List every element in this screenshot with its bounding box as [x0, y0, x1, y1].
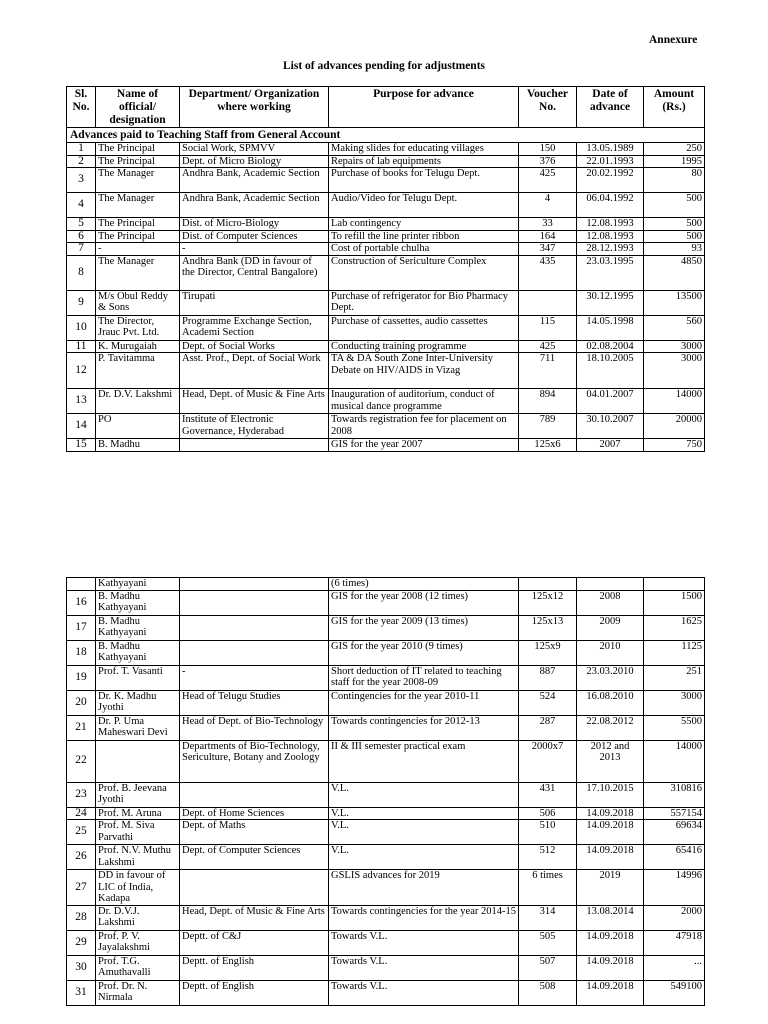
cell-amount: 3000 [644, 690, 705, 715]
cell-department: Deptt. of English [180, 955, 329, 980]
table-row [67, 168, 705, 193]
cell-date: 23.03.2010 [577, 665, 644, 690]
cell-department: Institute of Electronic Governance, Hyderabad [180, 414, 329, 439]
cell-date: 2009 [577, 615, 644, 640]
cell-voucher: 125x13 [519, 615, 577, 640]
cell-voucher [519, 290, 577, 315]
cell-amount: 14000 [644, 389, 705, 414]
cell-sl: 12 [67, 353, 96, 389]
cell-sl: 11 [67, 340, 96, 353]
cell-department: - [180, 665, 329, 690]
header-sl-no: Sl. No. [67, 87, 96, 128]
cell-voucher: 506 [519, 807, 577, 820]
cell-amount: 549100 [644, 980, 705, 1005]
cell-name: B. Madhu [96, 439, 180, 452]
cell-date: 2007 [577, 439, 644, 452]
cell-department: Deptt. of English [180, 980, 329, 1005]
cell-department [180, 640, 329, 665]
table-row [67, 782, 705, 807]
cell-date: 17.10.2015 [577, 782, 644, 807]
cell-department: Tirupati [180, 290, 329, 315]
cell-sl: 30 [67, 955, 96, 980]
cell-amount: 20000 [644, 414, 705, 439]
cell-amount: 500 [644, 218, 705, 231]
cell-sl: 5 [67, 218, 96, 231]
cell-voucher: 314 [519, 905, 577, 930]
header-voucher: Voucher No. [519, 87, 577, 128]
cell-amount: 560 [644, 315, 705, 340]
cell-voucher: 425 [519, 168, 577, 193]
cell-sl: 28 [67, 905, 96, 930]
table-header-row [67, 87, 705, 128]
cell-purpose: Repairs of lab equipments [329, 155, 519, 168]
cell-department: Dept. of Computer Sciences [180, 845, 329, 870]
table-row [67, 870, 705, 906]
cell-amount: 65416 [644, 845, 705, 870]
cell-voucher: 164 [519, 230, 577, 243]
cell-voucher: 887 [519, 665, 577, 690]
cell-sl [67, 578, 96, 591]
cell-date: 2008 [577, 590, 644, 615]
cell-date: 20.02.1992 [577, 168, 644, 193]
header-purpose: Purpose for advance [329, 87, 519, 128]
cell-purpose: V.L. [329, 845, 519, 870]
cell-department: Deptt. of C&J [180, 930, 329, 955]
cell-amount: 750 [644, 439, 705, 452]
cell-date: 2019 [577, 870, 644, 906]
cell-amount: 69634 [644, 820, 705, 845]
table-row [67, 615, 705, 640]
table-row [67, 155, 705, 168]
cell-name: Prof. B. Jeevana Jyothi [96, 782, 180, 807]
cell-name: PO [96, 414, 180, 439]
cell-name: The Principal [96, 218, 180, 231]
table-row [67, 230, 705, 243]
cell-amount: 5500 [644, 715, 705, 740]
cell-amount: 1125 [644, 640, 705, 665]
cell-sl: 25 [67, 820, 96, 845]
cell-amount: 310816 [644, 782, 705, 807]
cell-sl: 1 [67, 143, 96, 156]
cell-date: 13.05.1989 [577, 143, 644, 156]
cell-purpose: Lab contingency [329, 218, 519, 231]
cell-sl: 3 [67, 168, 96, 193]
cell-voucher: 125x6 [519, 439, 577, 452]
cell-name: Dr. P. Uma Maheswari Devi [96, 715, 180, 740]
cell-amount: 14000 [644, 740, 705, 782]
cell-name: Kathyayani [96, 578, 180, 591]
cell-voucher: 507 [519, 955, 577, 980]
table-row [67, 353, 705, 389]
document-title: List of advances pending for adjustments [282, 60, 486, 72]
cell-date: 2012 and 2013 [577, 740, 644, 782]
cell-purpose: Towards contingencies for the year 2014-15 [329, 905, 519, 930]
cell-name: The Manager [96, 168, 180, 193]
cell-date: 14.09.2018 [577, 955, 644, 980]
cell-name: Dr. D.V. Lakshmi [96, 389, 180, 414]
cell-sl: 14 [67, 414, 96, 439]
cell-purpose: Contingencies for the year 2010-11 [329, 690, 519, 715]
cell-purpose: GSLIS advances for 2019 [329, 870, 519, 906]
cell-date: 30.10.2007 [577, 414, 644, 439]
cell-name: Dr. K. Madhu Jyothi [96, 690, 180, 715]
cell-sl: 16 [67, 590, 96, 615]
cell-name: B. Madhu Kathyayani [96, 615, 180, 640]
cell-date: 14.09.2018 [577, 930, 644, 955]
cell-purpose: Cost of portable chulha [329, 243, 519, 256]
table-row [67, 665, 705, 690]
cell-amount: 80 [644, 168, 705, 193]
table-row [67, 315, 705, 340]
cell-purpose: V.L. [329, 820, 519, 845]
cell-purpose: GIS for the year 2009 (13 times) [329, 615, 519, 640]
cell-voucher: 431 [519, 782, 577, 807]
cell-date: 23.03.1995 [577, 255, 644, 290]
cell-date: 18.10.2005 [577, 353, 644, 389]
table-row [67, 255, 705, 290]
cell-department: Dept. of Micro Biology [180, 155, 329, 168]
cell-department: Andhra Bank, Academic Section [180, 168, 329, 193]
cell-voucher [519, 578, 577, 591]
cell-department: Head, Dept. of Music & Fine Arts [180, 905, 329, 930]
table-row [67, 340, 705, 353]
cell-purpose: Towards V.L. [329, 955, 519, 980]
cell-sl: 8 [67, 255, 96, 290]
cell-purpose: TA & DA South Zone Inter-University Debate on HIV/AIDS in Vizag [329, 353, 519, 389]
cell-sl: 22 [67, 740, 96, 782]
cell-name: B. Madhu Kathyayani [96, 640, 180, 665]
cell-purpose: Towards V.L. [329, 980, 519, 1005]
cell-date [577, 578, 644, 591]
cell-name: P. Tavitamma [96, 353, 180, 389]
cell-voucher: 376 [519, 155, 577, 168]
cell-voucher: 510 [519, 820, 577, 845]
cell-purpose: Purchase of books for Telugu Dept. [329, 168, 519, 193]
cell-purpose: (6 times) [329, 578, 519, 591]
cell-name: B. Madhu Kathyayani [96, 590, 180, 615]
cell-voucher: 789 [519, 414, 577, 439]
cell-sl: 20 [67, 690, 96, 715]
table-row [67, 740, 705, 782]
cell-department [180, 439, 329, 452]
table-row [67, 980, 705, 1005]
cell-amount: 250 [644, 143, 705, 156]
cell-department: Andhra Bank, Academic Section [180, 193, 329, 218]
cell-date: 14.09.2018 [577, 845, 644, 870]
cell-voucher: 33 [519, 218, 577, 231]
cell-date: 22.08.2012 [577, 715, 644, 740]
cell-name: The Director, Jrauc Pvt. Ltd. [96, 315, 180, 340]
cell-purpose: Inauguration of auditorium, conduct of musical dance programme [329, 389, 519, 414]
cell-department: Dept. of Social Works [180, 340, 329, 353]
table-row [67, 807, 705, 820]
header-name: Name of official/ designation [96, 87, 180, 128]
cell-voucher: 150 [519, 143, 577, 156]
table-row [67, 955, 705, 980]
cell-purpose: Purchase of refrigerator for Bio Pharmacy Dept. [329, 290, 519, 315]
cell-voucher: 115 [519, 315, 577, 340]
cell-amount: 1625 [644, 615, 705, 640]
cell-department: Head of Telugu Studies [180, 690, 329, 715]
cell-name: Prof. P. V. Jayalakshmi [96, 930, 180, 955]
cell-amount: 3000 [644, 340, 705, 353]
cell-amount: 500 [644, 193, 705, 218]
header-amount: Amount (Rs.) [644, 87, 705, 128]
cell-department [180, 578, 329, 591]
cell-voucher: 505 [519, 930, 577, 955]
cell-sl: 10 [67, 315, 96, 340]
cell-department: Departments of Bio-Technology, Sericulture, Botany and Zoology [180, 740, 329, 782]
cell-name: Prof. N.V. Muthu Lakshmi [96, 845, 180, 870]
cell-sl: 4 [67, 193, 96, 218]
cell-amount: ... [644, 955, 705, 980]
cell-voucher: 425 [519, 340, 577, 353]
cell-voucher: 287 [519, 715, 577, 740]
cell-date: 13.08.2014 [577, 905, 644, 930]
cell-department [180, 590, 329, 615]
cell-sl: 19 [67, 665, 96, 690]
cell-sl: 23 [67, 782, 96, 807]
cell-voucher: 6 times [519, 870, 577, 906]
cell-name: The Principal [96, 155, 180, 168]
cell-department: Dist. of Micro-Biology [180, 218, 329, 231]
cell-name: The Manager [96, 255, 180, 290]
advances-table-page-1 [66, 86, 705, 452]
cell-purpose: Making slides for educating villages [329, 143, 519, 156]
cell-name: Dr. D.V.J. Lakshmi [96, 905, 180, 930]
cell-name: K. Murugaiah [96, 340, 180, 353]
table-row [67, 218, 705, 231]
table-row [67, 905, 705, 930]
cell-sl: 21 [67, 715, 96, 740]
cell-sl: 18 [67, 640, 96, 665]
cell-date: 06.04.1992 [577, 193, 644, 218]
cell-sl: 6 [67, 230, 96, 243]
cell-purpose: Purchase of cassettes, audio cassettes [329, 315, 519, 340]
cell-name: DD in favour of LIC of India, Kadapa [96, 870, 180, 906]
cell-sl: 17 [67, 615, 96, 640]
cell-department: Programme Exchange Section, Academi Section [180, 315, 329, 340]
cell-date: 02.08.2004 [577, 340, 644, 353]
cell-voucher: 894 [519, 389, 577, 414]
cell-name: The Principal [96, 230, 180, 243]
cell-date: 28.12.1993 [577, 243, 644, 256]
cell-department [180, 615, 329, 640]
table-row [67, 389, 705, 414]
cell-department: Dept. of Home Sciences [180, 807, 329, 820]
cell-date: 14.09.2018 [577, 807, 644, 820]
cell-voucher: 4 [519, 193, 577, 218]
cell-sl: 27 [67, 870, 96, 906]
table-row [67, 143, 705, 156]
advances-table-page-2 [66, 577, 705, 1006]
cell-name: Prof. T. Vasanti [96, 665, 180, 690]
cell-amount: 14996 [644, 870, 705, 906]
cell-name: M/s Obul Reddy & Sons [96, 290, 180, 315]
cell-amount: 2000 [644, 905, 705, 930]
cell-date: 2010 [577, 640, 644, 665]
table-row [67, 820, 705, 845]
cell-sl: 15 [67, 439, 96, 452]
cell-amount: 1500 [644, 590, 705, 615]
cell-purpose: Audio/Video for Telugu Dept. [329, 193, 519, 218]
cell-department: Asst. Prof., Dept. of Social Work [180, 353, 329, 389]
cell-amount: 557154 [644, 807, 705, 820]
cell-department: - [180, 243, 329, 256]
cell-purpose: Construction of Sericulture Complex [329, 255, 519, 290]
cell-purpose: II & III semester practical exam [329, 740, 519, 782]
table-row [67, 193, 705, 218]
table-row [67, 640, 705, 665]
cell-amount: 93 [644, 243, 705, 256]
cell-name: - [96, 243, 180, 256]
table-row [67, 930, 705, 955]
cell-name: Prof. M. Aruna [96, 807, 180, 820]
table-row [67, 845, 705, 870]
cell-department: Head, Dept. of Music & Fine Arts [180, 389, 329, 414]
cell-voucher: 125x9 [519, 640, 577, 665]
cell-amount [644, 578, 705, 591]
cell-date: 14.09.2018 [577, 820, 644, 845]
table-row [67, 290, 705, 315]
cell-department: Dist. of Computer Sciences [180, 230, 329, 243]
cell-amount: 251 [644, 665, 705, 690]
cell-sl: 13 [67, 389, 96, 414]
cell-amount: 13500 [644, 290, 705, 315]
annexure-label: Annexure [649, 34, 698, 46]
cell-date: 16.08.2010 [577, 690, 644, 715]
cell-purpose: V.L. [329, 782, 519, 807]
cell-voucher: 125x12 [519, 590, 577, 615]
cell-sl: 24 [67, 807, 96, 820]
cell-purpose: Towards contingencies for 2012-13 [329, 715, 519, 740]
cell-purpose: GIS for the year 2010 (9 times) [329, 640, 519, 665]
cell-sl: 29 [67, 930, 96, 955]
cell-name: Prof. T.G. Amuthavalli [96, 955, 180, 980]
cell-date: 14.05.1998 [577, 315, 644, 340]
cell-amount: 1995 [644, 155, 705, 168]
cell-amount: 47918 [644, 930, 705, 955]
cell-department: Social Work, SPMVV [180, 143, 329, 156]
cell-purpose: GIS for the year 2007 [329, 439, 519, 452]
header-date: Date of advance [577, 87, 644, 128]
cell-voucher: 711 [519, 353, 577, 389]
cell-purpose: V.L. [329, 807, 519, 820]
cell-sl: 2 [67, 155, 96, 168]
table-row [67, 243, 705, 256]
cell-department [180, 782, 329, 807]
cell-voucher: 524 [519, 690, 577, 715]
cell-amount: 3000 [644, 353, 705, 389]
cell-purpose: To refill the line printer ribbon [329, 230, 519, 243]
cell-sl: 31 [67, 980, 96, 1005]
cell-name: Prof. M. Siva Parvathi [96, 820, 180, 845]
header-department: Department/ Organization where working [180, 87, 329, 128]
cell-date: 12.08.1993 [577, 230, 644, 243]
cell-name: The Manager [96, 193, 180, 218]
cell-department: Dept. of Maths [180, 820, 329, 845]
table-row [67, 414, 705, 439]
cell-purpose: Towards V.L. [329, 930, 519, 955]
table-row [67, 690, 705, 715]
table-row [67, 715, 705, 740]
continuation-row [67, 578, 705, 591]
cell-name [96, 740, 180, 782]
cell-date: 14.09.2018 [577, 980, 644, 1005]
cell-department: Head of Dept. of Bio-Technology [180, 715, 329, 740]
cell-amount: 500 [644, 230, 705, 243]
cell-voucher: 2000x7 [519, 740, 577, 782]
cell-purpose: Short deduction of IT related to teaching staff for the year 2008-09 [329, 665, 519, 690]
cell-name: Prof. Dr. N. Nirmala [96, 980, 180, 1005]
cell-date: 22.01.1993 [577, 155, 644, 168]
cell-date: 30.12.1995 [577, 290, 644, 315]
cell-purpose: GIS for the year 2008 (12 times) [329, 590, 519, 615]
cell-voucher: 512 [519, 845, 577, 870]
cell-voucher: 435 [519, 255, 577, 290]
cell-sl: 7 [67, 243, 96, 256]
cell-name: The Principal [96, 143, 180, 156]
section-title: Advances paid to Teaching Staff from General Account [67, 128, 705, 143]
cell-purpose: Conducting training programme [329, 340, 519, 353]
cell-department [180, 870, 329, 906]
table-row [67, 590, 705, 615]
cell-sl: 9 [67, 290, 96, 315]
cell-voucher: 347 [519, 243, 577, 256]
cell-purpose: Towards registration fee for placement on 2008 [329, 414, 519, 439]
cell-amount: 4850 [644, 255, 705, 290]
table-row [67, 439, 705, 452]
cell-sl: 26 [67, 845, 96, 870]
cell-voucher: 508 [519, 980, 577, 1005]
cell-date: 12.08.1993 [577, 218, 644, 231]
cell-department: Andhra Bank (DD in favour of the Director, Central Bangalore) [180, 255, 329, 290]
section-row [67, 128, 705, 143]
cell-date: 04.01.2007 [577, 389, 644, 414]
